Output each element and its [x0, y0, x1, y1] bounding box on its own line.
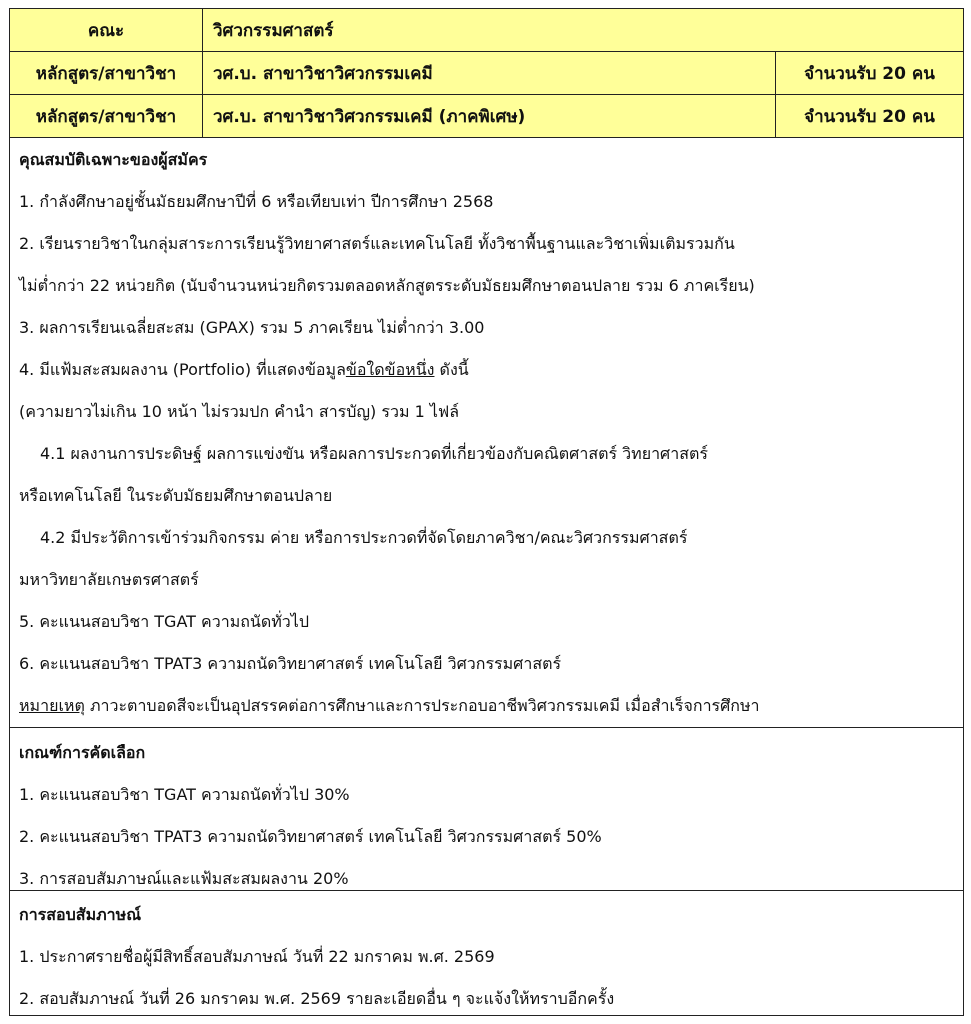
criteria-title: เกณฑ์การคัดเลือก — [19, 743, 146, 762]
portfolio-text: 4. มีแฟ้มสะสมผลงาน (Portfolio) ที่แสดงข้อมูล — [19, 360, 346, 379]
portfolio-underline: ข้อใดข้อหนึ่ง — [345, 360, 435, 379]
program-row-special — [10, 95, 963, 138]
qualification-item: 1. กำลังศึกษาอยู่ชั้นมัธยมศึกษาปีที่ 6 หรือเทียบเท่า ปีการศึกษา 2568 — [19, 192, 494, 211]
qualification-item: 5. คะแนนสอบวิชา TGAT ความถนัดทั่วไป — [19, 612, 309, 631]
note-text: ภาวะตาบอดสีจะเป็นอุปสรรคต่อการศึกษาและการประกอบอาชีพวิศวกรรมเคมี เมื่อสำเร็จการศึกษา — [84, 696, 760, 715]
qualification-item: 2. เรียนรายวิชาในกลุ่มสาระการเรียนรู้วิทยาศาสตร์และเทคโนโลยี ทั้งวิชาพื้นฐานและวิชาเพิ่มเติมรวมกัน — [19, 234, 735, 253]
interview-title: การสอบสัมภาษณ์ — [19, 905, 142, 924]
qualification-item: 6. คะแนนสอบวิชา TPAT3 ความถนัดวิทยาศาสตร์ เทคโนโลยี วิศวกรรมศาสตร์ — [19, 654, 562, 673]
program-name: วศ.บ. สาขาวิชาวิศวกรรมเคมี — [203, 52, 776, 94]
faculty-label: คณะ — [10, 9, 203, 51]
criteria-item: 2. คะแนนสอบวิชา TPAT3 ความถนัดวิทยาศาสตร์ เทคโนโลยี วิศวกรรมศาสตร์ 50% — [19, 827, 602, 846]
qualification-item-cont: (ความยาวไม่เกิน 10 หน้า ไม่รวมปก คำนำ สารบัญ) รวม 1 ไฟล์ — [19, 402, 460, 421]
qualification-item: 3. ผลการเรียนเฉลี่ยสะสม (GPAX) รวม 5 ภาคเรียน ไม่ต่ำกว่า 3.00 — [19, 318, 485, 337]
interview-section — [10, 890, 963, 1015]
program-quota: จำนวนรับ 20 คน — [804, 106, 935, 127]
criteria-item: 1. คะแนนสอบวิชา TGAT ความถนัดทั่วไป 30% — [19, 785, 350, 804]
qualification-item-cont: ไม่ต่ำกว่า 22 หน่วยกิต (นับจำนวนหน่วยกิตรวมตลอดหลักสูตรระดับมัธยมศึกษาตอนปลาย รวม 6 ภาคเรียน) — [19, 276, 755, 295]
note-label: หมายเหตุ — [19, 696, 85, 715]
qualifications-title: คุณสมบัติเฉพาะของผู้สมัคร — [19, 150, 208, 169]
program-quota: จำนวนรับ 20 คน — [804, 63, 935, 84]
program-label: หลักสูตร/สาขาวิชา — [10, 95, 203, 137]
admission-table — [9, 8, 964, 1016]
criteria-item: 3. การสอบสัมภาษณ์และแฟ้มสะสมผลงาน 20% — [19, 869, 349, 888]
faculty-value: วิศวกรรมศาสตร์ — [213, 20, 334, 41]
criteria-section — [10, 727, 963, 890]
qualifications-section — [10, 138, 963, 727]
program-row — [10, 52, 963, 95]
qualification-subitem: 4.1 ผลงานการประดิษฐ์ ผลการแข่งขัน หรือผลการประกวดที่เกี่ยวข้องกับคณิตศาสตร์ วิทยาศาสตร์ — [40, 444, 708, 463]
faculty-row — [10, 9, 963, 52]
qualification-subitem: 4.2 มีประวัติการเข้าร่วมกิจกรรม ค่าย หรือการประกวดที่จัดโดยภาควิชา/คณะวิศวกรรมศาสตร์ — [40, 528, 688, 547]
qualification-subitem-cont: มหาวิทยาลัยเกษตรศาสตร์ — [19, 570, 199, 589]
program-label: หลักสูตร/สาขาวิชา — [10, 52, 203, 94]
interview-item: 1. ประกาศรายชื่อผู้มีสิทธิ์สอบสัมภาษณ์ วันที่ 22 มกราคม พ.ศ. 2569 — [19, 947, 495, 966]
qualification-item — [19, 360, 469, 380]
portfolio-text-end: ดังนี้ — [434, 360, 469, 379]
interview-item: 2. สอบสัมภาษณ์ วันที่ 26 มกราคม พ.ศ. 2569 รายละเอียดอื่น ๆ จะแจ้งให้ทราบอีกครั้ง — [19, 989, 615, 1008]
program-name: วศ.บ. สาขาวิชาวิศวกรรมเคมี (ภาคพิเศษ) — [203, 95, 776, 137]
qualification-subitem-cont: หรือเทคโนโลยี ในระดับมัธยมศึกษาตอนปลาย — [19, 486, 333, 505]
note — [19, 696, 760, 716]
